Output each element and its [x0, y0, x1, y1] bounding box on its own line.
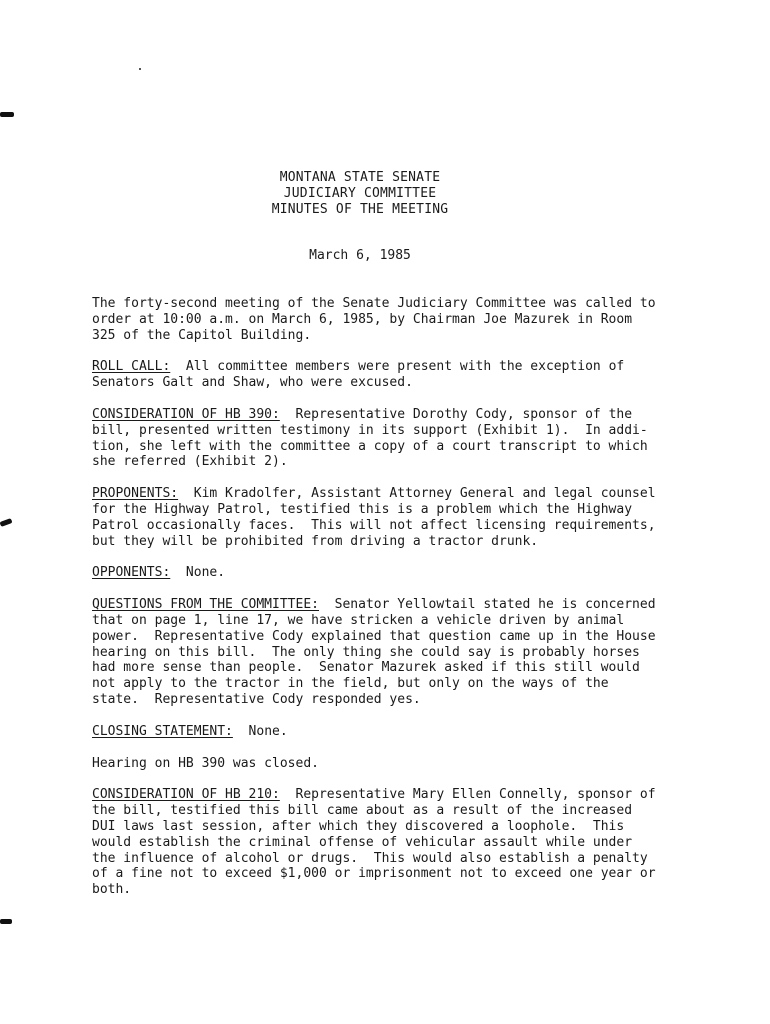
- section-heading: ROLL CALL:: [92, 359, 171, 375]
- text-line: [92, 565, 692, 581]
- text-span: None.: [170, 565, 226, 581]
- text-line: for the Highway Patrol, testified this is a problem which the Highway: [92, 501, 633, 517]
- header-line-1: MONTANA STATE SENATE: [279, 170, 441, 185]
- hb210-paragraph: [92, 787, 692, 898]
- opponents-paragraph: [92, 565, 692, 581]
- text-line: 325 of the Capitol Building.: [92, 327, 312, 343]
- text-line: state. Representative Cody responded yes.: [92, 691, 421, 707]
- section-heading: OPPONENTS:: [92, 565, 171, 581]
- text-line: hearing on this bill. The only thing she could say is probably horses: [92, 644, 640, 660]
- text-line: Hearing on HB 390 was closed.: [92, 755, 319, 771]
- section-heading: CONSIDERATION OF HB 390:: [92, 406, 280, 422]
- text-span: All committee members were present with the exception of: [170, 359, 625, 375]
- text-line: would establish the criminal offense of vehicular assault while under: [92, 834, 633, 850]
- scan-mark-bottom: [0, 919, 12, 924]
- text-line: power. Representative Cody explained that question came up in the House: [92, 628, 656, 644]
- meeting-date: March 6, 1985: [309, 248, 411, 263]
- hearing-closed-paragraph: [92, 756, 692, 772]
- section-heading: CONSIDERATION OF HB 210:: [92, 787, 280, 803]
- text-line: the bill, testified this bill came about as a result of the increased: [92, 803, 633, 819]
- section-heading: CLOSING STATEMENT:: [92, 723, 233, 739]
- text-span: None.: [232, 723, 288, 739]
- section-heading: PROPONENTS:: [92, 486, 179, 502]
- text-span: Representative Dorothy Cody, sponsor of the: [279, 406, 633, 422]
- text-line: of a fine not to exceed $1,000 or imprisonment not to exceed one year or: [92, 866, 656, 882]
- document-header: [200, 170, 520, 218]
- intro-paragraph: [92, 296, 692, 343]
- header-line-3: MINUTES OF THE MEETING: [271, 202, 449, 217]
- text-line: [92, 597, 692, 613]
- proponents-paragraph: [92, 486, 692, 549]
- text-line: not apply to the tractor in the field, but only on the ways of the: [92, 676, 609, 692]
- questions-paragraph: [92, 597, 692, 708]
- text-line: The forty-second meeting of the Senate Judiciary Committee was called to: [92, 296, 656, 311]
- text-line: that on page 1, line 17, we have stricken a vehicle driven by animal: [92, 612, 625, 628]
- closing-statement-paragraph: [92, 724, 692, 740]
- scan-mark-top: [0, 112, 14, 117]
- text-span: Kim Kradolfer, Assistant Attorney General and legal counsel: [178, 486, 656, 502]
- text-line: [92, 724, 692, 740]
- text-line: both.: [92, 882, 132, 898]
- scan-speck: [139, 68, 141, 70]
- text-line: Patrol occasionally faces. This will not affect licensing requirements,: [92, 517, 656, 533]
- text-line: [92, 787, 692, 803]
- text-span: Representative Mary Ellen Connelly, sponsor of: [279, 787, 656, 803]
- text-line: [92, 359, 692, 375]
- minutes-body: [92, 296, 692, 914]
- text-line: but they will be prohibited from driving a tractor drunk.: [92, 533, 539, 549]
- text-line: [92, 486, 692, 502]
- text-line: had more sense than people. Senator Mazurek asked if this still would: [92, 660, 640, 676]
- text-line: she referred (Exhibit 2).: [92, 454, 288, 470]
- text-line: tion, she left with the committee a copy of a court transcript to which: [92, 438, 648, 454]
- scan-mark-middle: [0, 518, 12, 527]
- text-line: Senators Galt and Shaw, who were excused.: [92, 375, 413, 391]
- header-line-2: JUDICIARY COMMITTEE: [283, 186, 437, 201]
- text-line: the influence of alcohol or drugs. This would also establish a penalty: [92, 850, 648, 866]
- hb390-paragraph: [92, 407, 692, 470]
- text-line: bill, presented written testimony in its support (Exhibit 1). In addi-: [92, 422, 648, 438]
- roll-call-paragraph: [92, 359, 692, 391]
- text-line: DUI laws last session, after which they discovered a loophole. This: [92, 818, 625, 834]
- text-line: [92, 407, 692, 423]
- section-heading: QUESTIONS FROM THE COMMITTEE:: [92, 597, 319, 613]
- text-span: Senator Yellowtail stated he is concerned: [318, 597, 656, 613]
- text-line: order at 10:00 a.m. on March 6, 1985, by Chairman Joe Mazurek in Room: [92, 311, 633, 327]
